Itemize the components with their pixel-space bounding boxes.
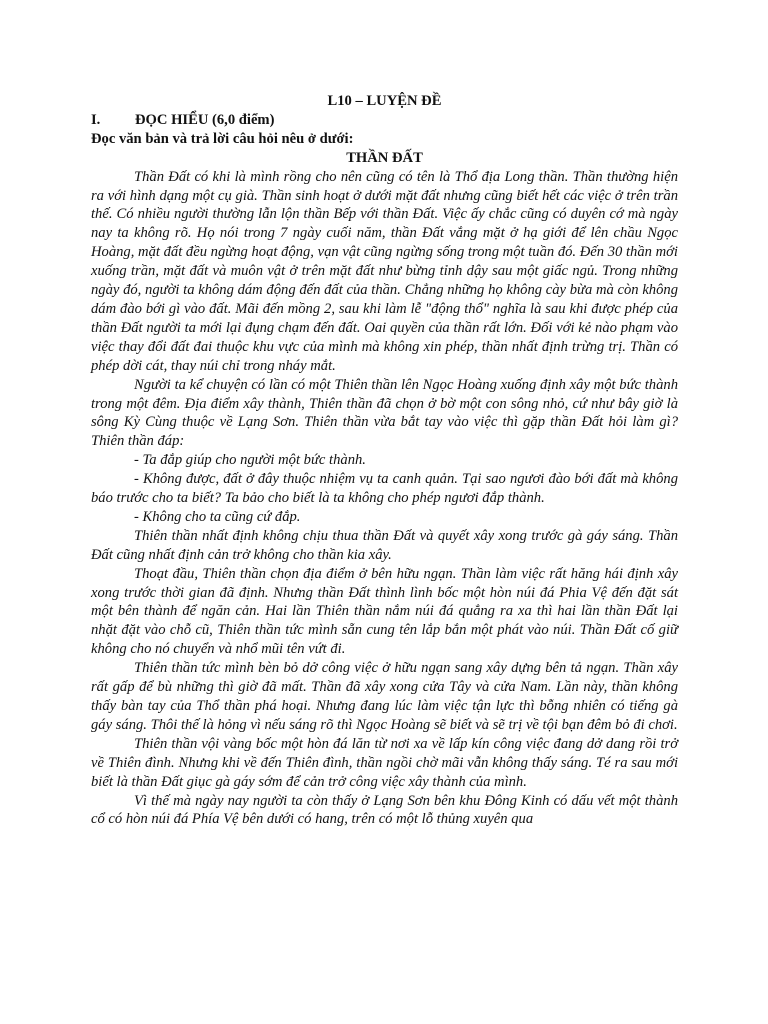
- dialogue-line-1: - Ta đắp giúp cho người một bức thành.: [134, 452, 366, 469]
- paragraph-3: Thiên thần nhất định không chịu thua thần Đất và quyết xây xong trước gà gáy sáng. Thần Đất cũng nhất định cản trở không cho thần kia xây.: [91, 527, 678, 563]
- dialogue-line-3: - Không cho ta cũng cứ đắp.: [134, 508, 301, 525]
- story-heading: THẦN ĐẤT: [346, 149, 423, 166]
- section-heading: [91, 111, 678, 130]
- section-number: I.: [91, 111, 101, 128]
- instruction-text: Đọc văn bản và trả lời câu hỏi nêu ở dưới:: [91, 130, 354, 147]
- paragraph-1: Thần Đất có khi là mình rồng cho nên cũng có tên là Thổ địa Long thần. Thần thường hiện ra với hình dạng một cụ già. Thần sinh hoạt ở dưới mặt đất nhưng cũng biết hết các việc ở trên trần thế. Có nhiều người thường lẫn lộn thần Bếp với thần Đất. Việc ấy chắc cũng có duyên cớ mà ngày nay ta không rõ. Họ nói trong 7 ngày cuối năm, thần Đất vắng mặt ở hạ giới để lên chầu Ngọc Hoàng, mặt đất đều ngừng hoạt động, vạn vật cũng ngừng sống trong một tuần đó. Đến 30 thần mới xuống trần, mặt đất và muôn vật ở trên mặt đất như bừng tỉnh dậy sau một giấc ngủ. Trong những ngày đó, người ta không dám động đến đất của thần. Chẳng những họ không cày bừa mà còn không dám đào bới gì vào đất. Mãi đến mồng 2, sau khi làm lễ "động thổ" nghĩa là sau khi được phép của thần Đất người ta mới lại đụng chạm đến đất. Oai quyền của thần rất lớn. Đối với kẻ nào phạm vào việc thay đổi đất đai thuộc khu vực của mình mà không xin phép, thần nhất định trừng trị. Thần có phép dời cát, thay núi chỉ trong nháy mắt.: [91, 168, 678, 374]
- paragraph-4: Thoạt đầu, Thiên thần chọn địa điểm ở bên hữu ngạn. Thần làm việc rất hăng hái định xây xong trước thời gian đã định. Nhưng thần Đất thình lình bốc một hòn núi đá Phia Vệ đến đặt sát một bên thành để ngăn cản. Hai lần Thiên thần nắm núi đá quẳng ra xa thì hai lần thần Đất lại nhặt đặt vào chỗ cũ, Thiên thần tức mình sẵn cung tên lắp bắn một phát vào núi. Thần Đất cố giữ không cho nó chuyển và nhổ mũi tên vứt đi.: [91, 565, 678, 658]
- paragraph-5: Thiên thần tức mình bèn bỏ dở công việc ở hữu ngạn sang xây dựng bên tả ngạn. Thần xây rất gấp để bù những thì giờ đã mất. Thần đã xây xong cửa Tây và cửa Nam. Lần này, thần không thấy bàn tay của Thổ thần phá hoại. Nhưng đang lúc làm việc tận lực thì bỗng nhiên có tiếng gà gáy sáng. Thôi thế là hỏng vì nếu sáng rõ thì Ngọc Hoàng sẽ biết và sẽ trị về tội bạn đêm bỏ đi chơi.: [91, 660, 678, 733]
- document-page: [91, 92, 678, 829]
- dialogue-line-2: - Không được, đất ở đây thuộc nhiệm vụ ta canh quản. Tại sao ngươi đào bới đất mà không báo trước cho ta biết? Ta bảo cho biết là ta không cho phép ngươi đắp thành.: [91, 471, 678, 507]
- paragraph-7: Vì thế mà ngày nay người ta còn thấy ở Lạng Sơn bên khu Đông Kinh có dấu vết một thành cổ có hòn núi đá Phía Vệ bên dưới có hang, trên có một lỗ thủng xuyên qua: [91, 792, 678, 828]
- section-label: ĐỌC HIỂU (6,0 điểm): [135, 111, 275, 128]
- document-title: L10 – LUYỆN ĐỀ: [327, 93, 442, 109]
- paragraph-2: Người ta kể chuyện có lần có một Thiên thần lên Ngọc Hoàng xuống định xây một bức thành trong một đêm. Địa điểm xây thành, Thiên thần đã chọn ở bờ một con sông nhỏ, cứ như bây giờ là sông Kỳ Cùng thuộc về Lạng Sơn. Thiên thần vừa bắt tay vào việc thì gặp thần Đất hỏi làm gì? Thiên thần đáp:: [91, 376, 678, 450]
- paragraph-6: Thiên thần vội vàng bốc một hòn đá lăn từ nơi xa về lấp kín công việc đang dở dang rồi trở về Thiên đình. Nhưng khi về đến Thiên đình, thần ngồi chờ mãi vẫn không thấy sáng. Té ra sau mới biết là thần Đất giục gà gáy sớm để cản trở công việc xây thành của mình.: [91, 735, 678, 790]
